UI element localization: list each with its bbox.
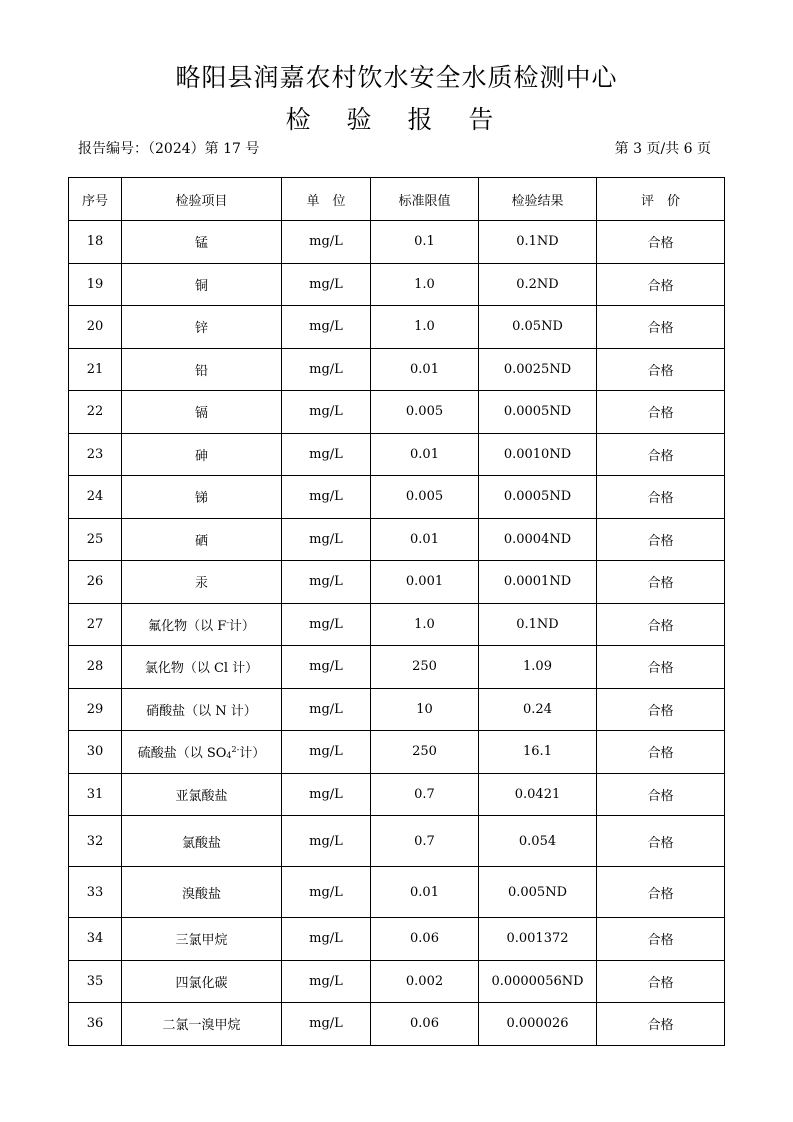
table-row [69,518,725,561]
cell-item: 铅 [122,348,282,391]
cell-limit: 250 [371,731,479,774]
item-superscript: 2- [231,745,240,755]
cell-result: 0.000026 [479,1003,597,1046]
cell-no: 26 [69,561,122,604]
cell-no: 25 [69,518,122,561]
cell-evaluation: 合格 [597,306,725,349]
cell-item: 四氯化碳 [122,960,282,1003]
header-item: 检验项目 [122,178,282,221]
cell-evaluation: 合格 [597,561,725,604]
cell-result: 0.054 [479,816,597,867]
table-row [69,603,725,646]
cell-result: 0.24 [479,688,597,731]
report-org-title: 略阳县润嘉农村饮水安全水质检测中心 [175,63,618,92]
cell-limit: 1.0 [371,603,479,646]
table-row [69,221,725,264]
table-row [69,731,725,774]
cell-result: 0.0004ND [479,518,597,561]
cell-unit: mg/L [282,476,371,519]
cell-no: 33 [69,867,122,918]
header-no: 序号 [69,178,122,221]
table-row [69,476,725,519]
table-row [69,867,725,918]
item-subscript: 4 [226,751,232,761]
cell-evaluation: 合格 [597,918,725,961]
cell-unit: mg/L [282,918,371,961]
cell-limit: 0.001 [371,561,479,604]
cell-limit: 0.01 [371,348,479,391]
cell-unit: mg/L [282,561,371,604]
cell-no: 32 [69,816,122,867]
cell-result: 0.0421 [479,773,597,816]
cell-item: 氯化物（以 Cl 计） [122,646,282,689]
table-row [69,688,725,731]
cell-unit: mg/L [282,221,371,264]
table-row [69,646,725,689]
cell-evaluation: 合格 [597,603,725,646]
cell-limit: 0.005 [371,476,479,519]
cell-limit: 0.1 [371,221,479,264]
cell-no: 21 [69,348,122,391]
cell-item: 锌 [122,306,282,349]
cell-item: 硝酸盐（以 N 计） [122,688,282,731]
cell-item [122,603,282,646]
cell-item: 硒 [122,518,282,561]
cell-no: 29 [69,688,122,731]
cell-item: 汞 [122,561,282,604]
cell-no: 30 [69,731,122,774]
cell-result: 0.1ND [479,603,597,646]
cell-unit: mg/L [282,960,371,1003]
cell-result: 16.1 [479,731,597,774]
cell-unit: mg/L [282,603,371,646]
item-text: 氟化物（以 F [148,618,227,634]
cell-unit: mg/L [282,646,371,689]
cell-limit: 0.01 [371,518,479,561]
header-limit: 标准限值 [371,178,479,221]
cell-unit: mg/L [282,391,371,434]
table-row [69,773,725,816]
header-result: 检验结果 [479,178,597,221]
cell-limit: 0.7 [371,773,479,816]
cell-unit: mg/L [282,263,371,306]
table-row [69,348,725,391]
cell-item [122,731,282,774]
cell-evaluation: 合格 [597,433,725,476]
header-evaluation: 评 价 [597,178,725,221]
table-row [69,561,725,604]
cell-evaluation: 合格 [597,688,725,731]
cell-limit: 0.01 [371,867,479,918]
cell-limit: 250 [371,646,479,689]
cell-evaluation: 合格 [597,221,725,264]
cell-no: 35 [69,960,122,1003]
cell-no: 36 [69,1003,122,1046]
cell-unit: mg/L [282,433,371,476]
cell-no: 22 [69,391,122,434]
item-superscript: - [226,617,229,627]
cell-item: 亚氯酸盐 [122,773,282,816]
cell-evaluation: 合格 [597,348,725,391]
cell-limit: 0.01 [371,433,479,476]
cell-evaluation: 合格 [597,867,725,918]
cell-result: 0.005ND [479,867,597,918]
table-row [69,918,725,961]
table-header-row [69,178,725,221]
cell-result: 0.05ND [479,306,597,349]
cell-item: 砷 [122,433,282,476]
cell-result: 0.1ND [479,221,597,264]
cell-result: 0.001372 [479,918,597,961]
item-text: 计） [228,618,255,634]
cell-no: 28 [69,646,122,689]
cell-result: 0.0005ND [479,391,597,434]
cell-result: 0.0001ND [479,561,597,604]
cell-unit: mg/L [282,688,371,731]
cell-no: 18 [69,221,122,264]
table-row [69,263,725,306]
cell-result: 0.0005ND [479,476,597,519]
page-indicator: 第 3 页/共 6 页 [614,141,711,157]
cell-unit: mg/L [282,773,371,816]
cell-item: 二氯一溴甲烷 [122,1003,282,1046]
cell-result: 0.0000056ND [479,960,597,1003]
cell-evaluation: 合格 [597,1003,725,1046]
cell-no: 34 [69,918,122,961]
table-row [69,306,725,349]
cell-limit: 0.005 [371,391,479,434]
cell-no: 27 [69,603,122,646]
cell-no: 19 [69,263,122,306]
item-text: 计） [239,746,266,762]
cell-no: 20 [69,306,122,349]
cell-limit: 1.0 [371,263,479,306]
cell-limit: 0.06 [371,1003,479,1046]
cell-evaluation: 合格 [597,960,725,1003]
cell-result: 0.0025ND [479,348,597,391]
report-number: 报告编号：（2024）第 17 号 [78,141,260,157]
cell-result: 0.0010ND [479,433,597,476]
cell-result: 0.2ND [479,263,597,306]
report-title: 检 验 报 告 [285,105,508,134]
cell-item: 三氯甲烷 [122,918,282,961]
table-row [69,1003,725,1046]
cell-limit: 0.7 [371,816,479,867]
cell-unit: mg/L [282,306,371,349]
cell-evaluation: 合格 [597,816,725,867]
cell-evaluation: 合格 [597,646,725,689]
cell-unit: mg/L [282,518,371,561]
cell-item: 镉 [122,391,282,434]
cell-no: 31 [69,773,122,816]
cell-item: 锰 [122,221,282,264]
table-row [69,433,725,476]
table-row [69,391,725,434]
cell-evaluation: 合格 [597,773,725,816]
cell-limit: 1.0 [371,306,479,349]
item-text: 硫酸盐（以 SO [137,746,227,762]
table-row [69,816,725,867]
cell-evaluation: 合格 [597,391,725,434]
cell-evaluation: 合格 [597,263,725,306]
cell-unit: mg/L [282,1003,371,1046]
cell-result: 1.09 [479,646,597,689]
cell-item: 锑 [122,476,282,519]
test-results-table [68,177,725,1046]
cell-unit: mg/L [282,867,371,918]
cell-no: 23 [69,433,122,476]
header-unit: 单 位 [282,178,371,221]
cell-evaluation: 合格 [597,731,725,774]
cell-unit: mg/L [282,731,371,774]
cell-limit: 10 [371,688,479,731]
cell-unit: mg/L [282,816,371,867]
cell-item: 铜 [122,263,282,306]
cell-item: 溴酸盐 [122,867,282,918]
cell-limit: 0.002 [371,960,479,1003]
cell-item: 氯酸盐 [122,816,282,867]
table-row [69,960,725,1003]
cell-no: 24 [69,476,122,519]
cell-unit: mg/L [282,348,371,391]
cell-evaluation: 合格 [597,476,725,519]
cell-limit: 0.06 [371,918,479,961]
cell-evaluation: 合格 [597,518,725,561]
